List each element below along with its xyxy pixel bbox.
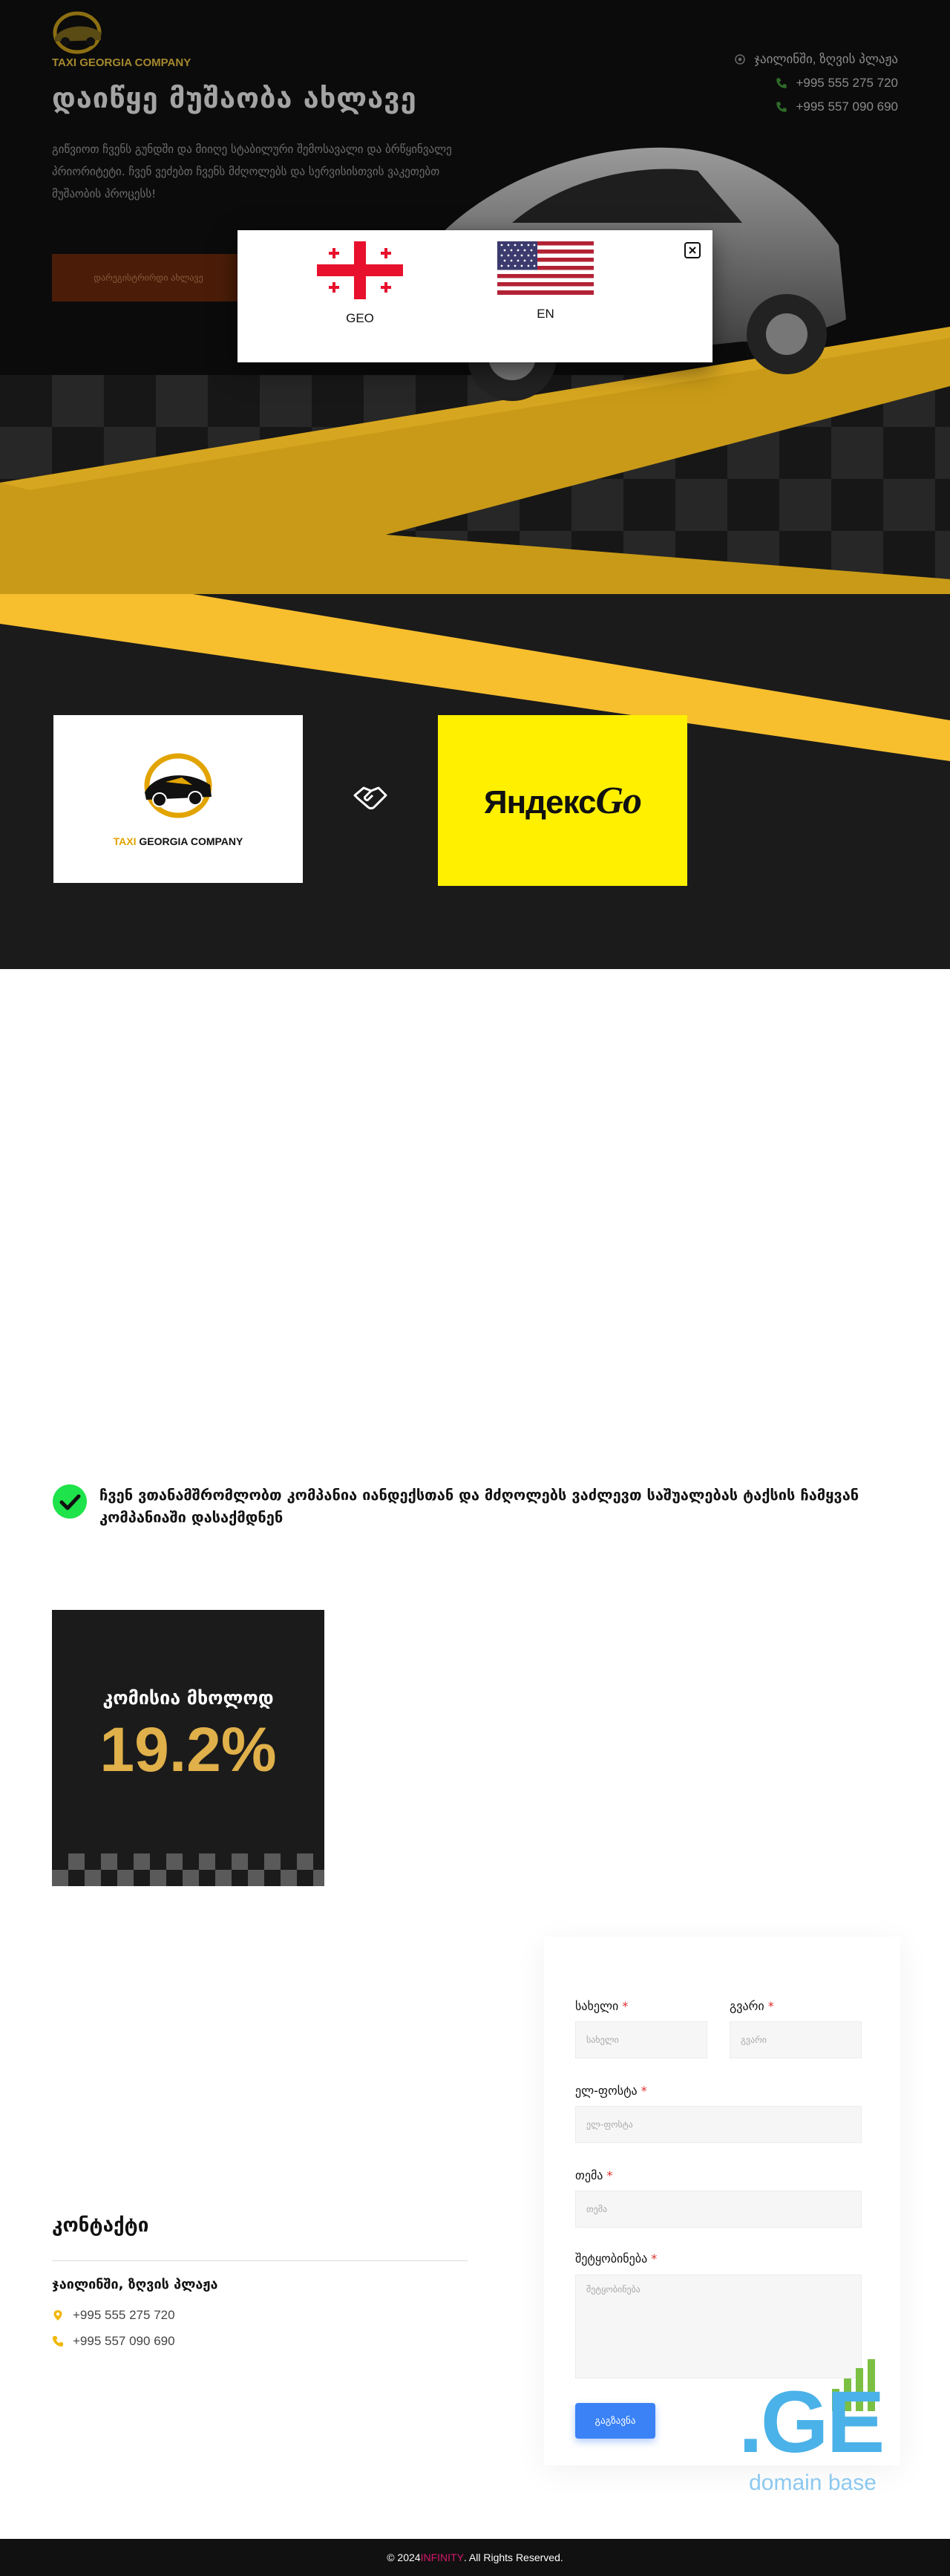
required-mark: * <box>651 2251 658 2266</box>
email-label-text: ელ-ფოსტა <box>575 2084 638 2098</box>
contact-divider <box>52 2260 468 2261</box>
header-phone-2[interactable]: +995 557 090 690 <box>796 100 898 114</box>
language-option-geo[interactable] <box>293 241 427 353</box>
contact-phone-2[interactable]: +995 557 090 690 <box>73 2334 175 2348</box>
first-name-label <box>575 1999 628 2013</box>
location-icon <box>733 53 747 66</box>
taxi-georgia-logo-text <box>53 835 303 847</box>
footer-brand-link[interactable]: INFINITY <box>420 2551 464 2563</box>
required-mark: * <box>767 1999 774 2013</box>
info-row <box>52 1484 905 1536</box>
commission-value: 19.2% <box>99 1715 277 1784</box>
send-button[interactable]: გაგზავნა <box>575 2403 655 2439</box>
commission-card <box>52 1610 324 1886</box>
ge-badge-main: .GE <box>738 2373 883 2471</box>
contact-title: კონტაქტი <box>52 2214 149 2237</box>
usa-flag-icon <box>497 241 594 295</box>
email-label <box>575 2084 647 2098</box>
header-phone-1[interactable]: +995 555 275 720 <box>796 76 898 90</box>
taxi-logo-icon <box>48 7 107 55</box>
location-pin-icon <box>52 2309 64 2321</box>
subject-input[interactable] <box>575 2191 862 2228</box>
message-label <box>575 2251 657 2266</box>
header-phone-row[interactable] <box>733 71 898 95</box>
phone-icon <box>775 100 788 114</box>
header-address: ჯაილინში, ზღვის პლაჟა <box>754 52 898 66</box>
handshake-icon <box>352 782 389 815</box>
subject-label-text: თემა <box>575 2168 603 2182</box>
first-name-input[interactable] <box>575 2021 707 2058</box>
last-name-label-text: გვარი <box>730 1999 764 2013</box>
required-mark: * <box>641 2084 647 2098</box>
language-label-geo: GEO <box>346 311 374 325</box>
header-logo[interactable] <box>37 7 223 67</box>
ge-domain-badge[interactable] <box>738 2359 887 2505</box>
contact-phone-row[interactable] <box>52 2308 175 2323</box>
message-label-text: შეტყობინება <box>575 2251 648 2266</box>
phone-icon <box>775 76 788 90</box>
language-label-en: EN <box>537 307 554 321</box>
hero-description: გიწვიოთ ჩვენს გუნდში და მიიღე სტაბილური შემოსავალი და ბრწყინვალე პრიორიტეტი. ჩვენ ვეძებთ ჩვენს მძღოლებს და სერვისისთვის ვაკეთებთ მუშაობის პროცესს! <box>52 143 452 200</box>
contact-address: ჯაილინში, ზღვის პლაჟა <box>52 2277 218 2292</box>
georgia-flag-icon <box>317 241 403 299</box>
last-name-input[interactable] <box>730 2021 862 2058</box>
commission-checker-strip <box>52 1853 324 1886</box>
commission-title: კომისია მხოლოდ <box>102 1687 274 1709</box>
header-address-row <box>733 48 898 71</box>
ge-badge-sub: domain base <box>749 2471 877 2495</box>
header-phone-row[interactable] <box>733 95 898 119</box>
first-name-label-text: სახელი <box>575 1999 619 2013</box>
contact-phone-row[interactable] <box>52 2334 175 2349</box>
hero-title: დაიწყე მუშაობა ახლავე <box>52 82 417 114</box>
check-circle-icon <box>52 1484 88 1519</box>
contact-phone-1[interactable]: +995 555 275 720 <box>73 2308 175 2322</box>
email-input[interactable] <box>575 2106 862 2143</box>
partner-section <box>0 594 950 969</box>
required-mark: * <box>622 1999 629 2013</box>
taxi-georgia-logo-icon <box>137 745 219 826</box>
yandex-logo-word: Яндекс <box>483 783 596 821</box>
required-mark: * <box>606 2168 613 2182</box>
language-option-en[interactable] <box>479 241 612 353</box>
footer <box>0 2539 950 2576</box>
info-text: ჩვენ ვთანამშრომლობთ კომპანია იანდექსთან და მძღოლებს ვაძლევთ საშუალებას ტაქსის ჩამყვან კომპანიაში დასაქმდნენ <box>99 1486 859 1526</box>
header-contacts <box>733 48 898 119</box>
taxi-georgia-logo-rest: GEORGIA COMPANY <box>136 835 243 847</box>
yandex-go-logo-card <box>438 715 687 886</box>
yandex-logo-go: Go <box>595 779 642 822</box>
footer-suffix: . All Rights Reserved. <box>463 2551 563 2563</box>
register-button[interactable]: დარეგისტრირდი ახლავე <box>52 254 245 301</box>
header-logo-text: TAXI GEORGIA COMPANY <box>52 56 191 69</box>
last-name-label <box>730 1999 774 2013</box>
close-icon[interactable] <box>684 242 701 258</box>
language-modal <box>238 230 712 362</box>
subject-label <box>575 2168 613 2182</box>
taxi-georgia-logo-accent: TAXI <box>113 835 137 847</box>
phone-icon <box>52 2335 64 2347</box>
yandex-go-logo-text <box>484 779 641 823</box>
taxi-georgia-logo-card <box>53 715 303 883</box>
footer-prefix: © 2024 <box>387 2551 421 2563</box>
